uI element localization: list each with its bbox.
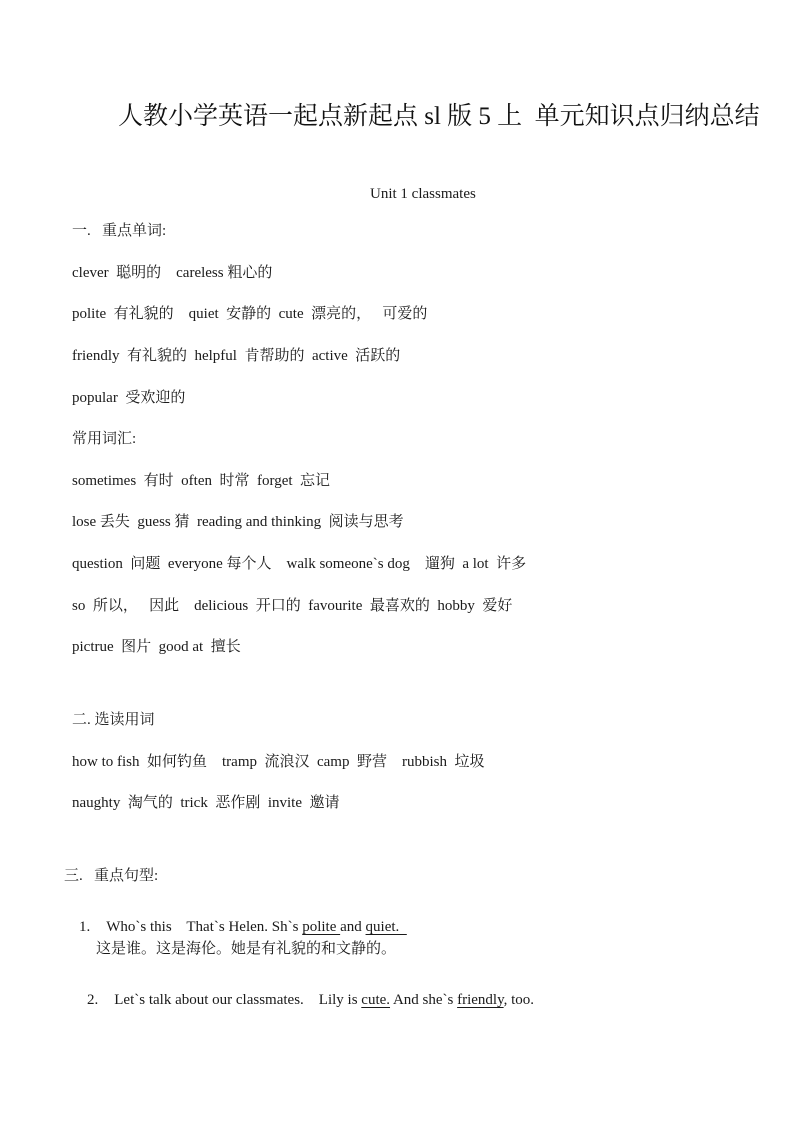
vocab-line: naughty 淘气的 trick 恶作剧 invite 邀请 <box>72 795 340 811</box>
sentence-text: Who`s this That`s Helen. Sh`s <box>106 919 303 935</box>
underlined-word: cute. <box>361 992 391 1008</box>
sentence-translation: 这是谁。这是海伦。她是有礼貌的和文静的。 <box>96 941 397 957</box>
underlined-word: polite <box>302 919 341 935</box>
vocab-line: popular 受欢迎的 <box>72 390 186 406</box>
vocab-line: so 所以， 因此 delicious 开口的 favourite 最喜欢的 hobby 爱好 <box>72 598 513 614</box>
sentence-text: And she`s <box>390 992 458 1008</box>
vocab-line: clever 聪明的 careless 粗心的 <box>72 265 273 281</box>
section-heading-key-words: 一. 重点单词: <box>72 223 167 239</box>
underlined-word: quiet. <box>365 919 407 935</box>
vocab-line: lose 丢失 guess 猜 reading and thinking 阅读与思考 <box>72 514 404 530</box>
sentence-item <box>72 978 534 1023</box>
vocab-line: polite 有礼貌的 quiet 安静的 cute 漂亮的， 可爱的 <box>72 306 428 322</box>
vocab-line: how to fish 如何钓鱼 tramp 流浪汉 camp 野营 rubbish 垃圾 <box>72 754 485 770</box>
section-heading-optional-words: 二. 选读用词 <box>72 712 155 728</box>
sentence-text: Let`s talk about our classmates. Lily is <box>114 992 362 1008</box>
vocab-line: friendly 有礼貌的 helpful 肯帮助的 active 活跃的 <box>72 348 401 364</box>
underlined-word: friendly <box>457 992 504 1008</box>
document-title: 人教小学英语一起点新起点 sl 版 5 上 单元知识点归纳总结 <box>118 103 760 130</box>
sentence-text: , too. <box>503 992 535 1008</box>
section-heading-key-sentences: 三. 重点句型: <box>64 868 159 884</box>
sentence-number: 1. <box>79 919 91 935</box>
vocab-line: sometimes 有时 often 时常 forget 忘记 <box>72 473 331 489</box>
vocab-line: pictrue 图片 good at 擅长 <box>72 639 241 655</box>
vocab-line: question 问题 everyone 每个人 walk someone`s dog 遛狗 a lot 许多 <box>72 556 527 572</box>
unit-title: Unit 1 classmates <box>370 186 476 202</box>
section-heading-common-vocab: 常用词汇: <box>72 431 137 447</box>
sentence-text: and <box>340 919 366 935</box>
sentence-number: 2. <box>87 992 99 1008</box>
